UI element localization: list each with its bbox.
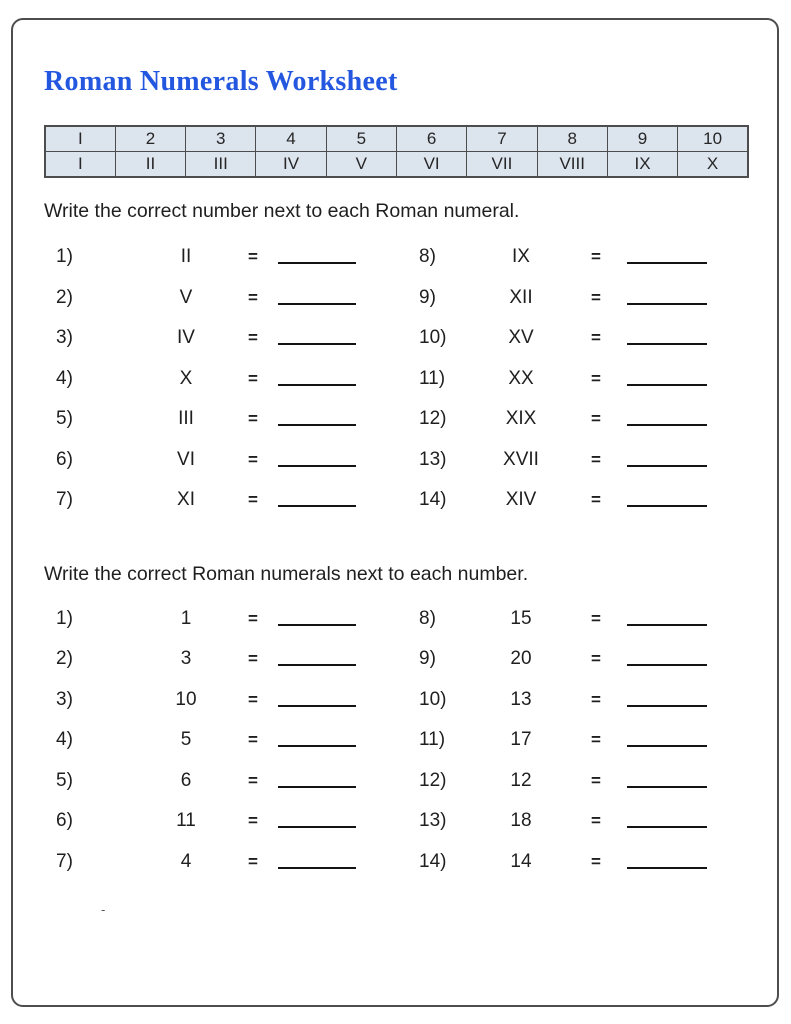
answer-blank[interactable]	[627, 493, 707, 507]
exercise-row	[44, 359, 379, 400]
equals-sign: =	[248, 689, 258, 709]
exercise-row	[44, 440, 379, 481]
item-number: 11)	[419, 729, 446, 751]
section2-instruction: Write the correct Roman numerals next to each number.	[44, 562, 529, 585]
equals-sign: =	[248, 247, 258, 267]
reference-numeral-cell: X	[678, 152, 748, 178]
answer-blank[interactable]	[627, 612, 707, 626]
item-number: 3)	[56, 327, 73, 349]
reference-number-cell: 5	[326, 126, 396, 152]
item-number: 10)	[419, 327, 447, 349]
equals-sign: =	[591, 770, 601, 790]
answer-blank[interactable]	[627, 774, 707, 788]
answer-blank[interactable]	[278, 250, 356, 264]
item-value: XX	[508, 367, 534, 389]
item-number: 6)	[56, 810, 73, 832]
answer-blank[interactable]	[278, 493, 356, 507]
reference-numeral-cell: VIII	[537, 152, 607, 178]
exercise-row	[379, 237, 747, 278]
item-number: 13)	[419, 448, 447, 470]
section2-exercises	[44, 599, 747, 883]
equals-sign: =	[591, 851, 601, 871]
answer-blank[interactable]	[627, 855, 707, 869]
item-number: 10)	[419, 688, 447, 710]
item-value: 4	[180, 850, 192, 872]
reference-number-cell: 4	[256, 126, 326, 152]
exercise-row	[379, 639, 747, 680]
item-number: 5)	[56, 408, 73, 430]
item-value: 17	[510, 729, 532, 751]
answer-blank[interactable]	[278, 291, 356, 305]
item-value: 1	[180, 607, 192, 629]
exercise-row	[379, 599, 747, 640]
exercise-row	[379, 399, 747, 440]
exercise-row	[44, 680, 379, 721]
equals-sign: =	[248, 409, 258, 429]
equals-sign: =	[591, 811, 601, 831]
item-number: 3)	[56, 688, 73, 710]
answer-blank[interactable]	[278, 331, 356, 345]
reference-numeral-cell: II	[115, 152, 185, 178]
item-value: 10	[175, 688, 197, 710]
answer-blank[interactable]	[278, 652, 356, 666]
exercise-row	[379, 761, 747, 802]
reference-numeral-cell: VII	[467, 152, 537, 178]
answer-blank[interactable]	[627, 372, 707, 386]
equals-sign: =	[248, 449, 258, 469]
reference-number-cell: 9	[607, 126, 677, 152]
item-value: VI	[177, 448, 195, 470]
section1-right-column	[379, 237, 747, 521]
reference-numerals-row	[45, 152, 748, 178]
reference-number-cell: I	[45, 126, 115, 152]
exercise-row	[44, 842, 379, 883]
exercise-row	[44, 761, 379, 802]
equals-sign: =	[248, 649, 258, 669]
section2-left-column	[44, 599, 379, 883]
item-number: 4)	[56, 367, 73, 389]
item-number: 1)	[56, 246, 73, 268]
equals-sign: =	[591, 409, 601, 429]
equals-sign: =	[248, 608, 258, 628]
reference-table	[44, 125, 749, 178]
item-value: XIX	[505, 408, 537, 430]
reference-numbers-row	[45, 126, 748, 152]
reference-numeral-cell: III	[186, 152, 256, 178]
reference-numeral-cell: VI	[396, 152, 466, 178]
item-value: XIV	[505, 489, 537, 511]
item-value: 18	[510, 810, 532, 832]
worksheet-page	[11, 18, 779, 1007]
exercise-row	[44, 720, 379, 761]
item-number: 2)	[56, 648, 73, 670]
item-value: 14	[510, 850, 532, 872]
item-number: 9)	[419, 286, 436, 308]
item-number: 6)	[56, 448, 73, 470]
exercise-row	[379, 440, 747, 481]
item-number: 12)	[419, 769, 447, 791]
answer-blank[interactable]	[627, 693, 707, 707]
item-number: 1)	[56, 607, 73, 629]
item-value: 12	[510, 769, 532, 791]
item-number: 7)	[56, 489, 73, 511]
section2-right-column	[379, 599, 747, 883]
answer-blank[interactable]	[627, 331, 707, 345]
stray-dash-mark: -	[101, 902, 106, 917]
answer-blank[interactable]	[627, 733, 707, 747]
reference-number-cell: 7	[467, 126, 537, 152]
equals-sign: =	[248, 770, 258, 790]
exercise-row	[44, 318, 379, 359]
item-number: 4)	[56, 729, 73, 751]
equals-sign: =	[248, 490, 258, 510]
answer-blank[interactable]	[278, 733, 356, 747]
item-value: 15	[510, 607, 532, 629]
exercise-row	[379, 278, 747, 319]
item-value: XII	[509, 286, 533, 308]
exercise-row	[379, 720, 747, 761]
item-number: 11)	[419, 367, 446, 389]
exercise-row	[379, 318, 747, 359]
equals-sign: =	[591, 689, 601, 709]
item-number: 5)	[56, 769, 73, 791]
equals-sign: =	[591, 368, 601, 388]
item-number: 7)	[56, 850, 73, 872]
answer-blank[interactable]	[627, 291, 707, 305]
answer-blank[interactable]	[278, 612, 356, 626]
answer-blank[interactable]	[278, 453, 356, 467]
answer-blank[interactable]	[627, 453, 707, 467]
item-value: 6	[180, 769, 192, 791]
item-value: XVII	[503, 448, 539, 470]
exercise-row	[44, 237, 379, 278]
item-value: 13	[510, 688, 532, 710]
equals-sign: =	[591, 490, 601, 510]
reference-numeral-cell: IV	[256, 152, 326, 178]
item-number: 14)	[419, 489, 447, 511]
equals-sign: =	[591, 287, 601, 307]
section1-left-column	[44, 237, 379, 521]
answer-blank[interactable]	[627, 652, 707, 666]
equals-sign: =	[591, 608, 601, 628]
equals-sign: =	[591, 730, 601, 750]
answer-blank[interactable]	[278, 855, 356, 869]
equals-sign: =	[248, 368, 258, 388]
item-value: 20	[510, 648, 532, 670]
section1-instruction: Write the correct number next to each Roman numeral.	[44, 200, 520, 222]
equals-sign: =	[591, 449, 601, 469]
reference-number-cell: 6	[396, 126, 466, 152]
answer-blank[interactable]	[278, 372, 356, 386]
item-value: V	[179, 286, 193, 308]
item-number: 8)	[419, 246, 436, 268]
item-value: IX	[512, 246, 530, 268]
answer-blank[interactable]	[627, 814, 707, 828]
item-number: 13)	[419, 810, 447, 832]
reference-numeral-cell: I	[45, 152, 115, 178]
item-number: 14)	[419, 850, 447, 872]
worksheet-content	[13, 66, 777, 882]
exercise-row	[44, 278, 379, 319]
exercise-row	[379, 359, 747, 400]
equals-sign: =	[591, 649, 601, 669]
item-number: 9)	[419, 648, 436, 670]
item-value: II	[180, 246, 192, 268]
exercise-row	[379, 801, 747, 842]
equals-sign: =	[248, 811, 258, 831]
answer-blank[interactable]	[278, 774, 356, 788]
reference-numeral-cell: V	[326, 152, 396, 178]
item-value: IV	[177, 327, 195, 349]
equals-sign: =	[591, 328, 601, 348]
item-value: XV	[508, 327, 534, 349]
reference-number-cell: 3	[186, 126, 256, 152]
exercise-row	[44, 599, 379, 640]
item-value: III	[178, 408, 194, 430]
reference-number-cell: 10	[678, 126, 748, 152]
item-value: X	[179, 367, 193, 389]
item-value: 5	[180, 729, 192, 751]
equals-sign: =	[248, 287, 258, 307]
item-number: 8)	[419, 607, 436, 629]
exercise-row	[379, 480, 747, 521]
equals-sign: =	[248, 730, 258, 750]
exercise-row	[44, 801, 379, 842]
answer-blank[interactable]	[627, 250, 707, 264]
reference-number-cell: 8	[537, 126, 607, 152]
page-title: Roman Numerals Worksheet	[44, 66, 398, 97]
reference-number-cell: 2	[115, 126, 185, 152]
section1-exercises	[44, 237, 747, 521]
exercise-row	[44, 399, 379, 440]
answer-blank[interactable]	[627, 412, 707, 426]
equals-sign: =	[248, 851, 258, 871]
exercise-row	[44, 639, 379, 680]
exercise-row	[379, 842, 747, 883]
equals-sign: =	[248, 328, 258, 348]
exercise-row	[379, 680, 747, 721]
item-number: 12)	[419, 408, 447, 430]
item-value: XI	[177, 489, 195, 511]
answer-blank[interactable]	[278, 814, 356, 828]
reference-numeral-cell: IX	[607, 152, 677, 178]
exercise-row	[44, 480, 379, 521]
equals-sign: =	[591, 247, 601, 267]
item-number: 2)	[56, 286, 73, 308]
answer-blank[interactable]	[278, 693, 356, 707]
item-value: 3	[180, 648, 192, 670]
answer-blank[interactable]	[278, 412, 356, 426]
item-value: 11	[176, 810, 196, 832]
